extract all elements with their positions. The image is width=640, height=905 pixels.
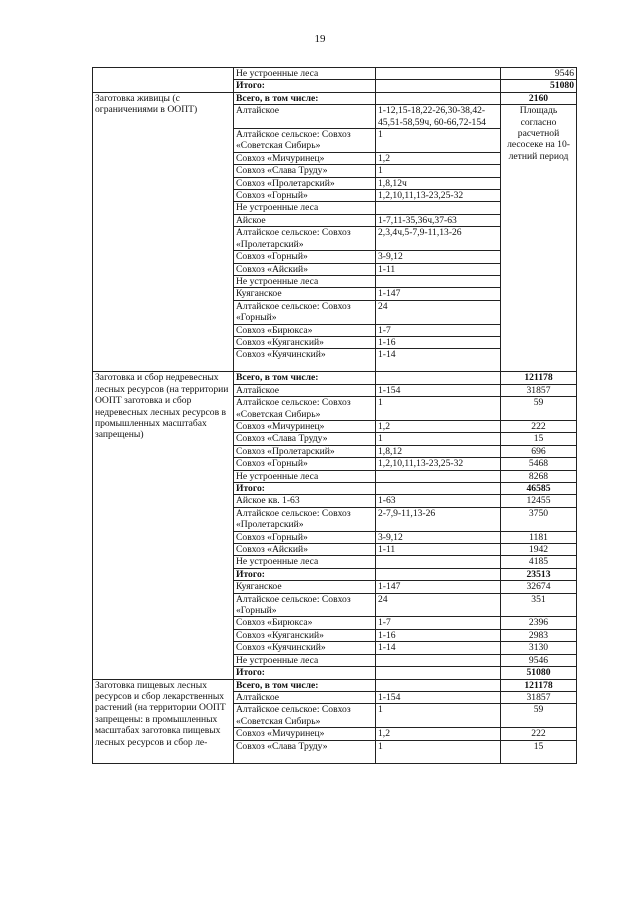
area-value-cell: 15 (501, 740, 577, 763)
quarters-cell (376, 556, 501, 568)
quarters-cell (376, 667, 501, 679)
forestry-name-cell: Совхоз «Горный» (234, 531, 376, 543)
table-body (93, 68, 577, 764)
quarters-cell: 1 (376, 433, 501, 445)
area-value-cell: 5468 (501, 458, 577, 470)
forestry-name-cell: Алтайское сельское: Совхоз «Пролетарский» (234, 507, 376, 531)
area-value-cell: 31857 (501, 384, 577, 396)
forest-resources-table (92, 67, 577, 764)
quarters-cell: 1-11 (376, 263, 501, 275)
forestry-name-cell: Совхоз «Куяганский» (234, 336, 376, 348)
area-value-cell: 2396 (501, 617, 577, 629)
forestry-name-cell: Совхоз «Слава Труду» (234, 433, 376, 445)
area-value-cell: 23513 (501, 568, 577, 580)
forestry-name-cell: Всего, в том числе: (234, 92, 376, 104)
area-value-cell: 2983 (501, 629, 577, 641)
category-cell (93, 68, 234, 93)
forestry-name-cell: Куяганское (234, 581, 376, 593)
quarters-cell: 1 (376, 397, 501, 421)
table-row (93, 68, 577, 80)
quarters-cell: 1-16 (376, 629, 501, 641)
quarters-cell: 1,8,12 (376, 445, 501, 457)
forestry-name-cell: Совхоз «Слава Труду» (234, 740, 376, 763)
area-value-cell: 15 (501, 433, 577, 445)
quarters-cell (376, 679, 501, 691)
quarters-cell: 24 (376, 593, 501, 617)
table-row (93, 92, 577, 104)
quarters-cell (376, 372, 501, 384)
forestry-name-cell: Совхоз «Пролетарский» (234, 445, 376, 457)
forestry-name-cell: Совхоз «Куячинский» (234, 349, 376, 372)
forestry-name-cell: Алтайское сельское: Совхоз «Горный» (234, 593, 376, 617)
category-cell: Заготовка пищевых лесных ресурсов и сбор лекарственных растений (на территории ООПТ запрещены: в промышленных масштабах заготовка пищевых лесных ресурсов и сбор ле- (93, 679, 234, 763)
quarters-cell: 1-154 (376, 691, 501, 703)
quarters-cell (376, 80, 501, 92)
area-value-cell: 1181 (501, 531, 577, 543)
forestry-name-cell: Совхоз «Бирюкса» (234, 324, 376, 336)
quarters-cell: 3-9,12 (376, 251, 501, 263)
quarters-cell: 1 (376, 740, 501, 763)
forestry-name-cell: Совхоз «Горный» (234, 251, 376, 263)
forestry-name-cell: Не устроенные леса (234, 556, 376, 568)
forestry-name-cell: Совхоз «Пролетарский» (234, 177, 376, 189)
forestry-name-cell: Алтайское сельское: Совхоз «Пролетарский» (234, 227, 376, 251)
forestry-name-cell: Всего, в том числе: (234, 372, 376, 384)
area-value-cell: 1942 (501, 544, 577, 556)
forestry-name-cell: Совхоз «Куяганский» (234, 629, 376, 641)
forestry-name-cell: Совхоз «Слава Труду» (234, 165, 376, 177)
forestry-name-cell: Совхоз «Куячинский» (234, 642, 376, 654)
area-value-cell: 46585 (501, 483, 577, 495)
quarters-cell: 1-14 (376, 349, 501, 372)
forestry-name-cell: Не устроенные леса (234, 202, 376, 214)
quarters-cell: 1-147 (376, 581, 501, 593)
forestry-name-cell: Алтайское сельское: Совхоз «Советская Сибирь» (234, 129, 376, 153)
quarters-cell (376, 92, 501, 104)
area-value-cell: 2160 (501, 92, 577, 104)
area-value-cell: 8268 (501, 470, 577, 482)
quarters-cell: 1-147 (376, 288, 501, 300)
area-value-cell: 351 (501, 593, 577, 617)
forestry-name-cell: Алтайское сельское: Совхоз «Советская Сибирь» (234, 397, 376, 421)
quarters-cell: 3-9,12 (376, 531, 501, 543)
forestry-name-cell: Не устроенные леса (234, 470, 376, 482)
quarters-cell: 1,2,10,11,13-23,25-32 (376, 190, 501, 202)
quarters-cell: 1-7 (376, 617, 501, 629)
quarters-cell: 1,2 (376, 728, 501, 740)
quarters-cell: 1-12,15-18,22-26,30-38,42-45,51-58,59ч, 60-66,72-154 (376, 105, 501, 129)
quarters-cell: 1-7 (376, 324, 501, 336)
area-value-cell: 32674 (501, 581, 577, 593)
quarters-cell: 1-11 (376, 544, 501, 556)
forestry-name-cell: Не устроенные леса (234, 275, 376, 287)
forestry-name-cell: Алтайское (234, 691, 376, 703)
table-row (93, 679, 577, 691)
forestry-name-cell: Совхоз «Мичуринец» (234, 152, 376, 164)
quarters-cell (376, 568, 501, 580)
quarters-cell: 1-14 (376, 642, 501, 654)
forestry-name-cell: Совхоз «Айский» (234, 263, 376, 275)
quarters-cell: 1,2 (376, 152, 501, 164)
page-number: 19 (314, 33, 326, 45)
forestry-name-cell: Совхоз «Мичуринец» (234, 420, 376, 432)
area-value-cell: 3750 (501, 507, 577, 531)
area-value-cell: 9546 (501, 68, 577, 80)
forestry-name-cell: Не устроенные леса (234, 654, 376, 666)
forestry-name-cell: Алтайское сельское: Совхоз «Горный» (234, 300, 376, 324)
area-value-cell: 4185 (501, 556, 577, 568)
forestry-name-cell: Совхоз «Бирюкса» (234, 617, 376, 629)
area-value-cell: 31857 (501, 691, 577, 703)
area-value-cell: 3130 (501, 642, 577, 654)
quarters-cell: 1,2 (376, 420, 501, 432)
area-value-cell: 696 (501, 445, 577, 457)
quarters-cell: 2-7,9-11,13-26 (376, 507, 501, 531)
area-value-cell: 59 (501, 397, 577, 421)
area-value-cell: 51080 (501, 667, 577, 679)
forestry-name-cell: Итого: (234, 568, 376, 580)
area-value-cell: 222 (501, 728, 577, 740)
area-value-cell: 51080 (501, 80, 577, 92)
forestry-name-cell: Куяганское (234, 288, 376, 300)
forestry-name-cell: Итого: (234, 80, 376, 92)
quarters-cell (376, 483, 501, 495)
quarters-cell: 2,3,4ч,5-7,9-11,13-26 (376, 227, 501, 251)
forestry-name-cell: Айское кв. 1-63 (234, 495, 376, 507)
forestry-name-cell: Итого: (234, 483, 376, 495)
quarters-cell (376, 275, 501, 287)
quarters-cell: 1-16 (376, 336, 501, 348)
quarters-cell: 1 (376, 704, 501, 728)
forestry-name-cell: Алтайское (234, 384, 376, 396)
quarters-cell: 1-154 (376, 384, 501, 396)
area-value-cell: 59 (501, 704, 577, 728)
quarters-cell (376, 654, 501, 666)
quarters-cell: 24 (376, 300, 501, 324)
area-value-cell: 9546 (501, 654, 577, 666)
area-value-cell: 121178 (501, 679, 577, 691)
area-value-cell: 121178 (501, 372, 577, 384)
quarters-cell (376, 470, 501, 482)
forestry-name-cell: Совхоз «Горный» (234, 458, 376, 470)
quarters-cell: 1 (376, 165, 501, 177)
table-row (93, 372, 577, 384)
area-value-cell: 12455 (501, 495, 577, 507)
forestry-name-cell: Не устроенные леса (234, 68, 376, 80)
forestry-name-cell: Совхоз «Горный» (234, 190, 376, 202)
quarters-cell: 1-7,11-35,36ч,37-63 (376, 214, 501, 226)
forestry-name-cell: Алтайское сельское: Совхоз «Советская Сибирь» (234, 704, 376, 728)
forestry-name-cell: Алтайское (234, 105, 376, 129)
forestry-name-cell: Совхоз «Айский» (234, 544, 376, 556)
forestry-name-cell: Совхоз «Мичуринец» (234, 728, 376, 740)
forestry-name-cell: Всего, в том числе: (234, 679, 376, 691)
quarters-cell: 1,2,10,11,13-23,25-32 (376, 458, 501, 470)
quarters-cell: 1-63 (376, 495, 501, 507)
area-value-cell: 222 (501, 420, 577, 432)
quarters-cell (376, 202, 501, 214)
quarters-cell (376, 68, 501, 80)
forestry-name-cell: Айское (234, 214, 376, 226)
quarters-cell: 1 (376, 129, 501, 153)
category-cell: Заготовка и сбор недревесных лесных ресурсов (на территории ООПТ заготовка и сбор недревесных лесных ресурсов в промышленных масштабах запрещены) (93, 372, 234, 679)
quarters-cell: 1,8,12ч (376, 177, 501, 189)
forestry-name-cell: Итого: (234, 667, 376, 679)
category-cell: Заготовка живицы (с ограничениями в ООПТ) (93, 92, 234, 372)
note-cell: Площадь согласно расчетной лесосеке на 10-летний период (501, 105, 577, 372)
